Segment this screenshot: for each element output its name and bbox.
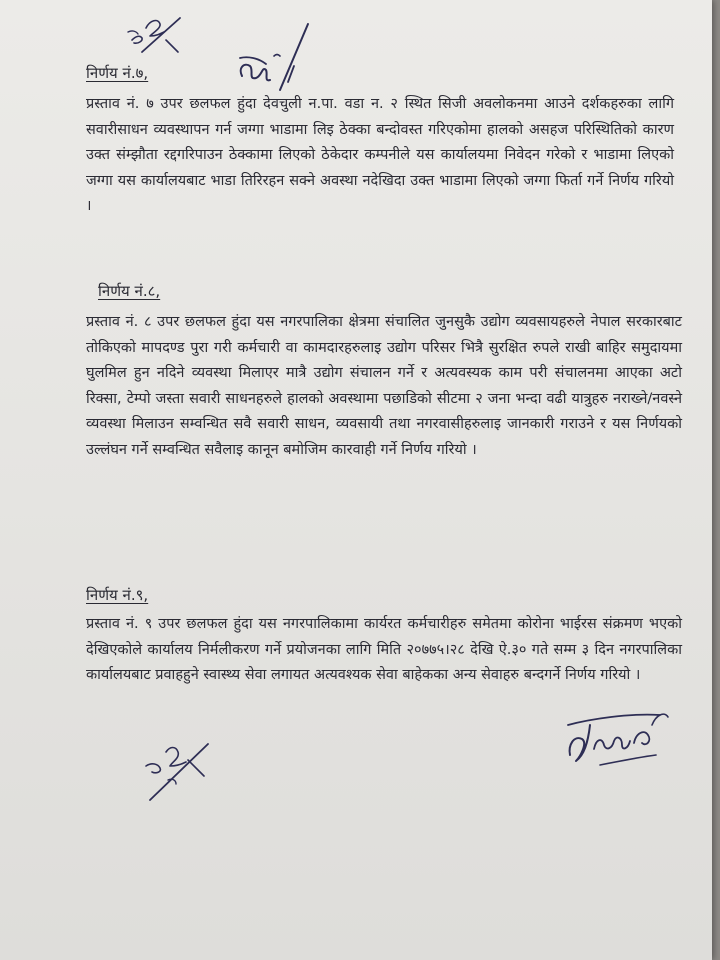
signature-bottom-right [560, 695, 680, 775]
decision-8-text: प्रस्ताव नं. ८ उपर छलफल हुंदा यस नगरपालिका क्षेत्रमा संचालित जुनसुकै उद्योग व्यवसायहरुले नेपाल सरकारबाट तोकिएको मापदण्ड पुरा गरी कर्मचारी वा कामदारहरुलाइ उद्योग परिसर भित्रै सुरक्षित रुपले राखी बाहिर समुदायमा घुलमिल हुन नदिने व्यवस्था मिलाएर मात्रै उद्योग संचालन गर्ने र अत्यवस्यक काम परी संचालनमा आएका अटो रिक्सा, टेम्पो जस्ता सवारी साधनहरुले हालको अवस्थामा पछाडिको सीटमा २ जना भन्दा वढी यात्रुहरु नराख्ने/नवस्ने व्यवस्था मिलाउन सम्वन्धित सवै सवारी साधन, व्यवसायी तथा नगरवासीहरुलाइ जानकारी गराउने र यस निर्णयको उल्लंघन गर्ने सम्वन्धित सवैलाइ कानून बमोजिम कारवाही गर्ने निर्णय गरियो । [86, 314, 682, 458]
decision-7-text: प्रस्ताव नं. ७ उपर छलफल हुंदा देवचुली न.पा. वडा न. २ स्थित सिजी अवलोकनमा आउने दर्शकहरुका लागि सवारीसाधन व्यवस्थापन गर्न जग्गा भाडामा लिइ ठेक्का बन्दोवस्त गरिएकोमा हालको असहज परिस्थितिको कारण उक्त संम्झौता रद्दगरिपाउन ठेक्कामा लिएको ठेकेदार कम्पनीले यस कार्यालयमा निवेदन गरेको र भाडामा लिएको जग्गा यस कार्यालयबाट भाडा तिरिरहन सक्ने अवस्था नदेखिदा उक्त भाडामा लिएको जग्गा फिर्ता गर्ने निर्णय गरियो । [86, 96, 674, 214]
decision-8-heading: निर्णय नं.८, [98, 282, 161, 300]
decision-9-heading: निर्णय नं.९, [86, 586, 149, 604]
initials-mark-top [120, 10, 190, 56]
decision-7-heading: निर्णय नं.७, [86, 64, 149, 82]
decision-9-text: प्रस्ताव नं. ९ उपर छलफल हुंदा यस नगरपालिकामा कार्यरत कर्मचारीहरु समेतमा कोरोना भाईरस संक्रमण भएको देखिएकोले कार्यालय निर्मलीकरण गर्ने प्रयोजनका लागि मिति २०७७५।२८ देखि ऐ.३० गते सम्म ३ दिन नगरपालिका कार्यालयबाट प्रवाहहुने स्वास्थ्य सेवा लगायत अत्यवश्यक सेवा बाहेकका अन्य सेवाहरु बन्दगर्ने निर्णय गरियो । [86, 616, 682, 683]
initials-mark-bottom [140, 738, 220, 802]
